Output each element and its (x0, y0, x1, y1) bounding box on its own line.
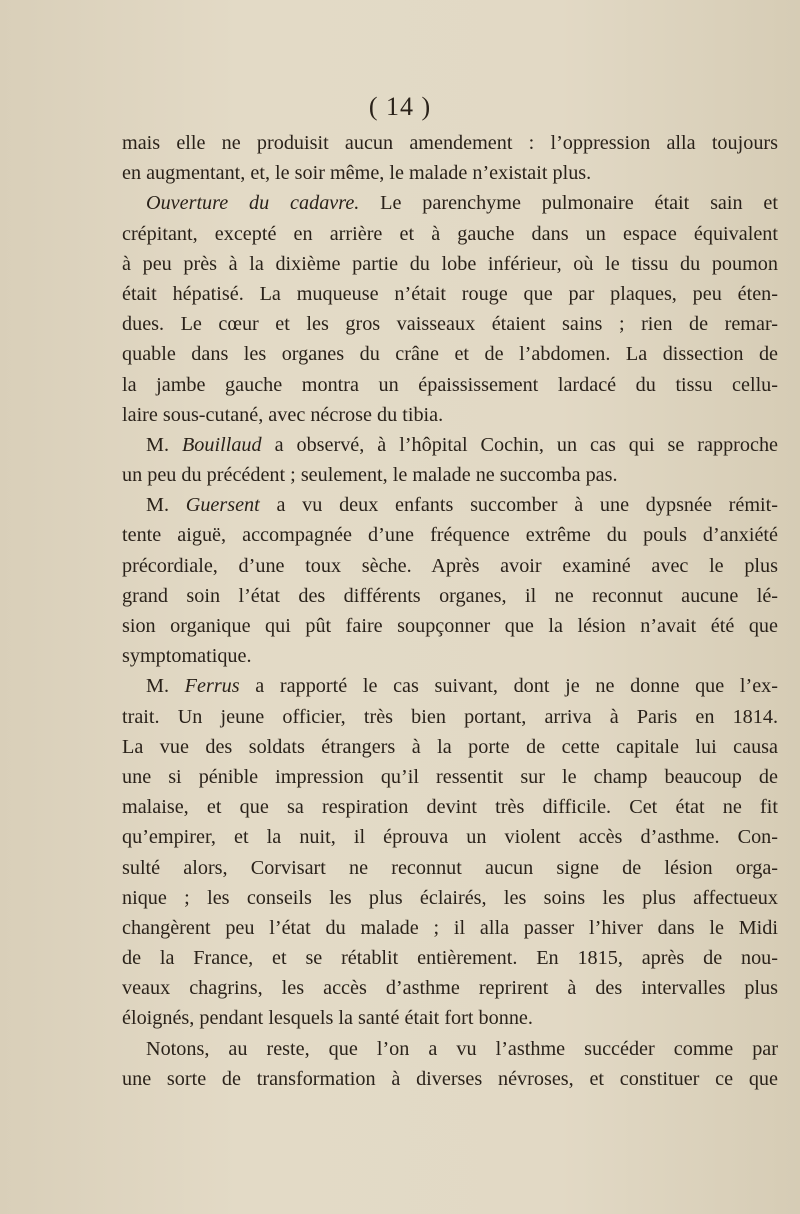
text-run: une sorte de transformation à diverses névroses, et constituer ce que (122, 1067, 778, 1090)
text-line (122, 490, 778, 520)
text-run: une si pénible impression qu’il ressentit sur le champ beaucoup de (122, 765, 778, 788)
text-line (122, 883, 778, 913)
text-run: symptomatique. (122, 645, 252, 668)
text-line (122, 702, 778, 732)
text-run: grand soin l’état des différents organes, il ne reconnut aucune lé- (122, 584, 778, 607)
text-line (122, 943, 778, 973)
text-run: M. (146, 433, 182, 456)
text-line (122, 762, 778, 792)
text-line (122, 158, 778, 188)
text-line (122, 973, 778, 1003)
text-run: laire sous-cutané, avec nécrose du tibia. (122, 403, 444, 426)
text-run: la jambe gauche montra un épaississement lardacé du tissu cellu- (122, 373, 778, 396)
text-run: sion organique qui pût faire soupçonner que la lésion n’avait été que (122, 615, 778, 637)
text-run: a observé, à l’hôpital Cochin, un cas qui se rapproche (261, 433, 778, 456)
text-run: M. (146, 494, 186, 517)
text-run: sulté alors, Corvisart ne reconnut aucun signe de lésion orga- (122, 856, 778, 879)
text-line (122, 460, 778, 490)
text-line (122, 853, 778, 883)
italic-name: Ferrus (184, 675, 240, 698)
text-run: a vu deux enfants succomber à une dypsnée rémit- (259, 494, 779, 517)
text-line (122, 128, 778, 158)
text-run: a rapporté le cas suivant, dont je ne donne que l’ex- (239, 675, 779, 698)
text-line (122, 249, 778, 279)
text-line (122, 219, 778, 249)
text-run: était hépatisé. La muqueuse n’était rouge que par plaques, peu éten- (122, 282, 778, 305)
text-run: Le parenchyme pulmonaire était sain et (359, 192, 778, 215)
text-line (122, 279, 778, 309)
text-line (122, 581, 778, 611)
italic-name: Guersent (185, 494, 260, 517)
text-run: mais elle ne produisit aucun amendement : l’oppression alla toujours (122, 132, 778, 154)
text-line (122, 370, 778, 400)
text-run: de la France, et se rétablit entièrement. En 1815, après de nou- (122, 947, 778, 970)
text-line (122, 732, 778, 762)
text-line (122, 188, 778, 218)
text-line (122, 822, 778, 852)
text-line (122, 430, 778, 460)
text-run: en augmentant, et, le soir même, le malade n’existait plus. (122, 162, 592, 185)
text-run: quable dans les organes du crâne et de l’abdomen. La dissection de (122, 343, 778, 366)
text-line (122, 1034, 778, 1064)
text-run: trait. Un jeune officier, très bien portant, arriva à Paris en 1814. (122, 705, 778, 728)
text-line (122, 611, 778, 641)
text-line (122, 913, 778, 943)
text-run: La vue des soldats étrangers à la porte de cette capitale lui causa (122, 735, 778, 758)
text-line (122, 400, 778, 430)
text-line (122, 792, 778, 822)
text-run: qu’empirer, et la nuit, il éprouva un violent accès d’asthme. Con- (122, 826, 778, 849)
page-number: ( 14 ) (368, 92, 432, 121)
text-run: dues. Le cœur et les gros vaisseaux étaient sains ; rien de remar- (122, 313, 778, 336)
text-run: tente aiguë, accompagnée d’une fréquence extrême du pouls d’anxiété (122, 524, 778, 547)
text-run: précordiale, d’une toux sèche. Après avoir examiné avec le plus (122, 554, 778, 577)
text-line (122, 641, 778, 671)
italic-name: Ouverture du cadavre. (146, 192, 360, 215)
text-run: malaise, et que sa respiration devint très difficile. Cet état ne fit (122, 796, 778, 819)
text-run: éloignés, pendant lesquels la santé était fort bonne. (122, 1007, 533, 1030)
text-line (122, 671, 778, 701)
text-line (122, 309, 778, 339)
text-run: changèrent peu l’état du malade ; il alla passer l’hiver dans le Midi (122, 916, 778, 939)
text-run: un peu du précédent ; seulement, le malade ne succomba pas. (122, 464, 618, 487)
text-run: nique ; les conseils les plus éclairés, les soins les plus affectueux (122, 886, 778, 909)
italic-name: Bouillaud (181, 433, 262, 456)
text-line (122, 1064, 778, 1094)
text-line (122, 520, 778, 550)
text-run: crépitant, excepté en arrière et à gauche dans un espace équivalent (122, 222, 778, 245)
text-line (122, 339, 778, 369)
body-text (122, 128, 778, 1094)
text-run: M. (146, 675, 185, 698)
text-run: Notons, au reste, que l’on a vu l’asthme succéder comme par (146, 1037, 778, 1060)
text-line (122, 1003, 778, 1033)
text-line (122, 551, 778, 581)
text-run: à peu près à la dixième partie du lobe inférieur, où le tissu du poumon (122, 252, 778, 275)
text-run: veaux chagrins, les accès d’asthme reprirent à des intervalles plus (122, 977, 778, 1000)
